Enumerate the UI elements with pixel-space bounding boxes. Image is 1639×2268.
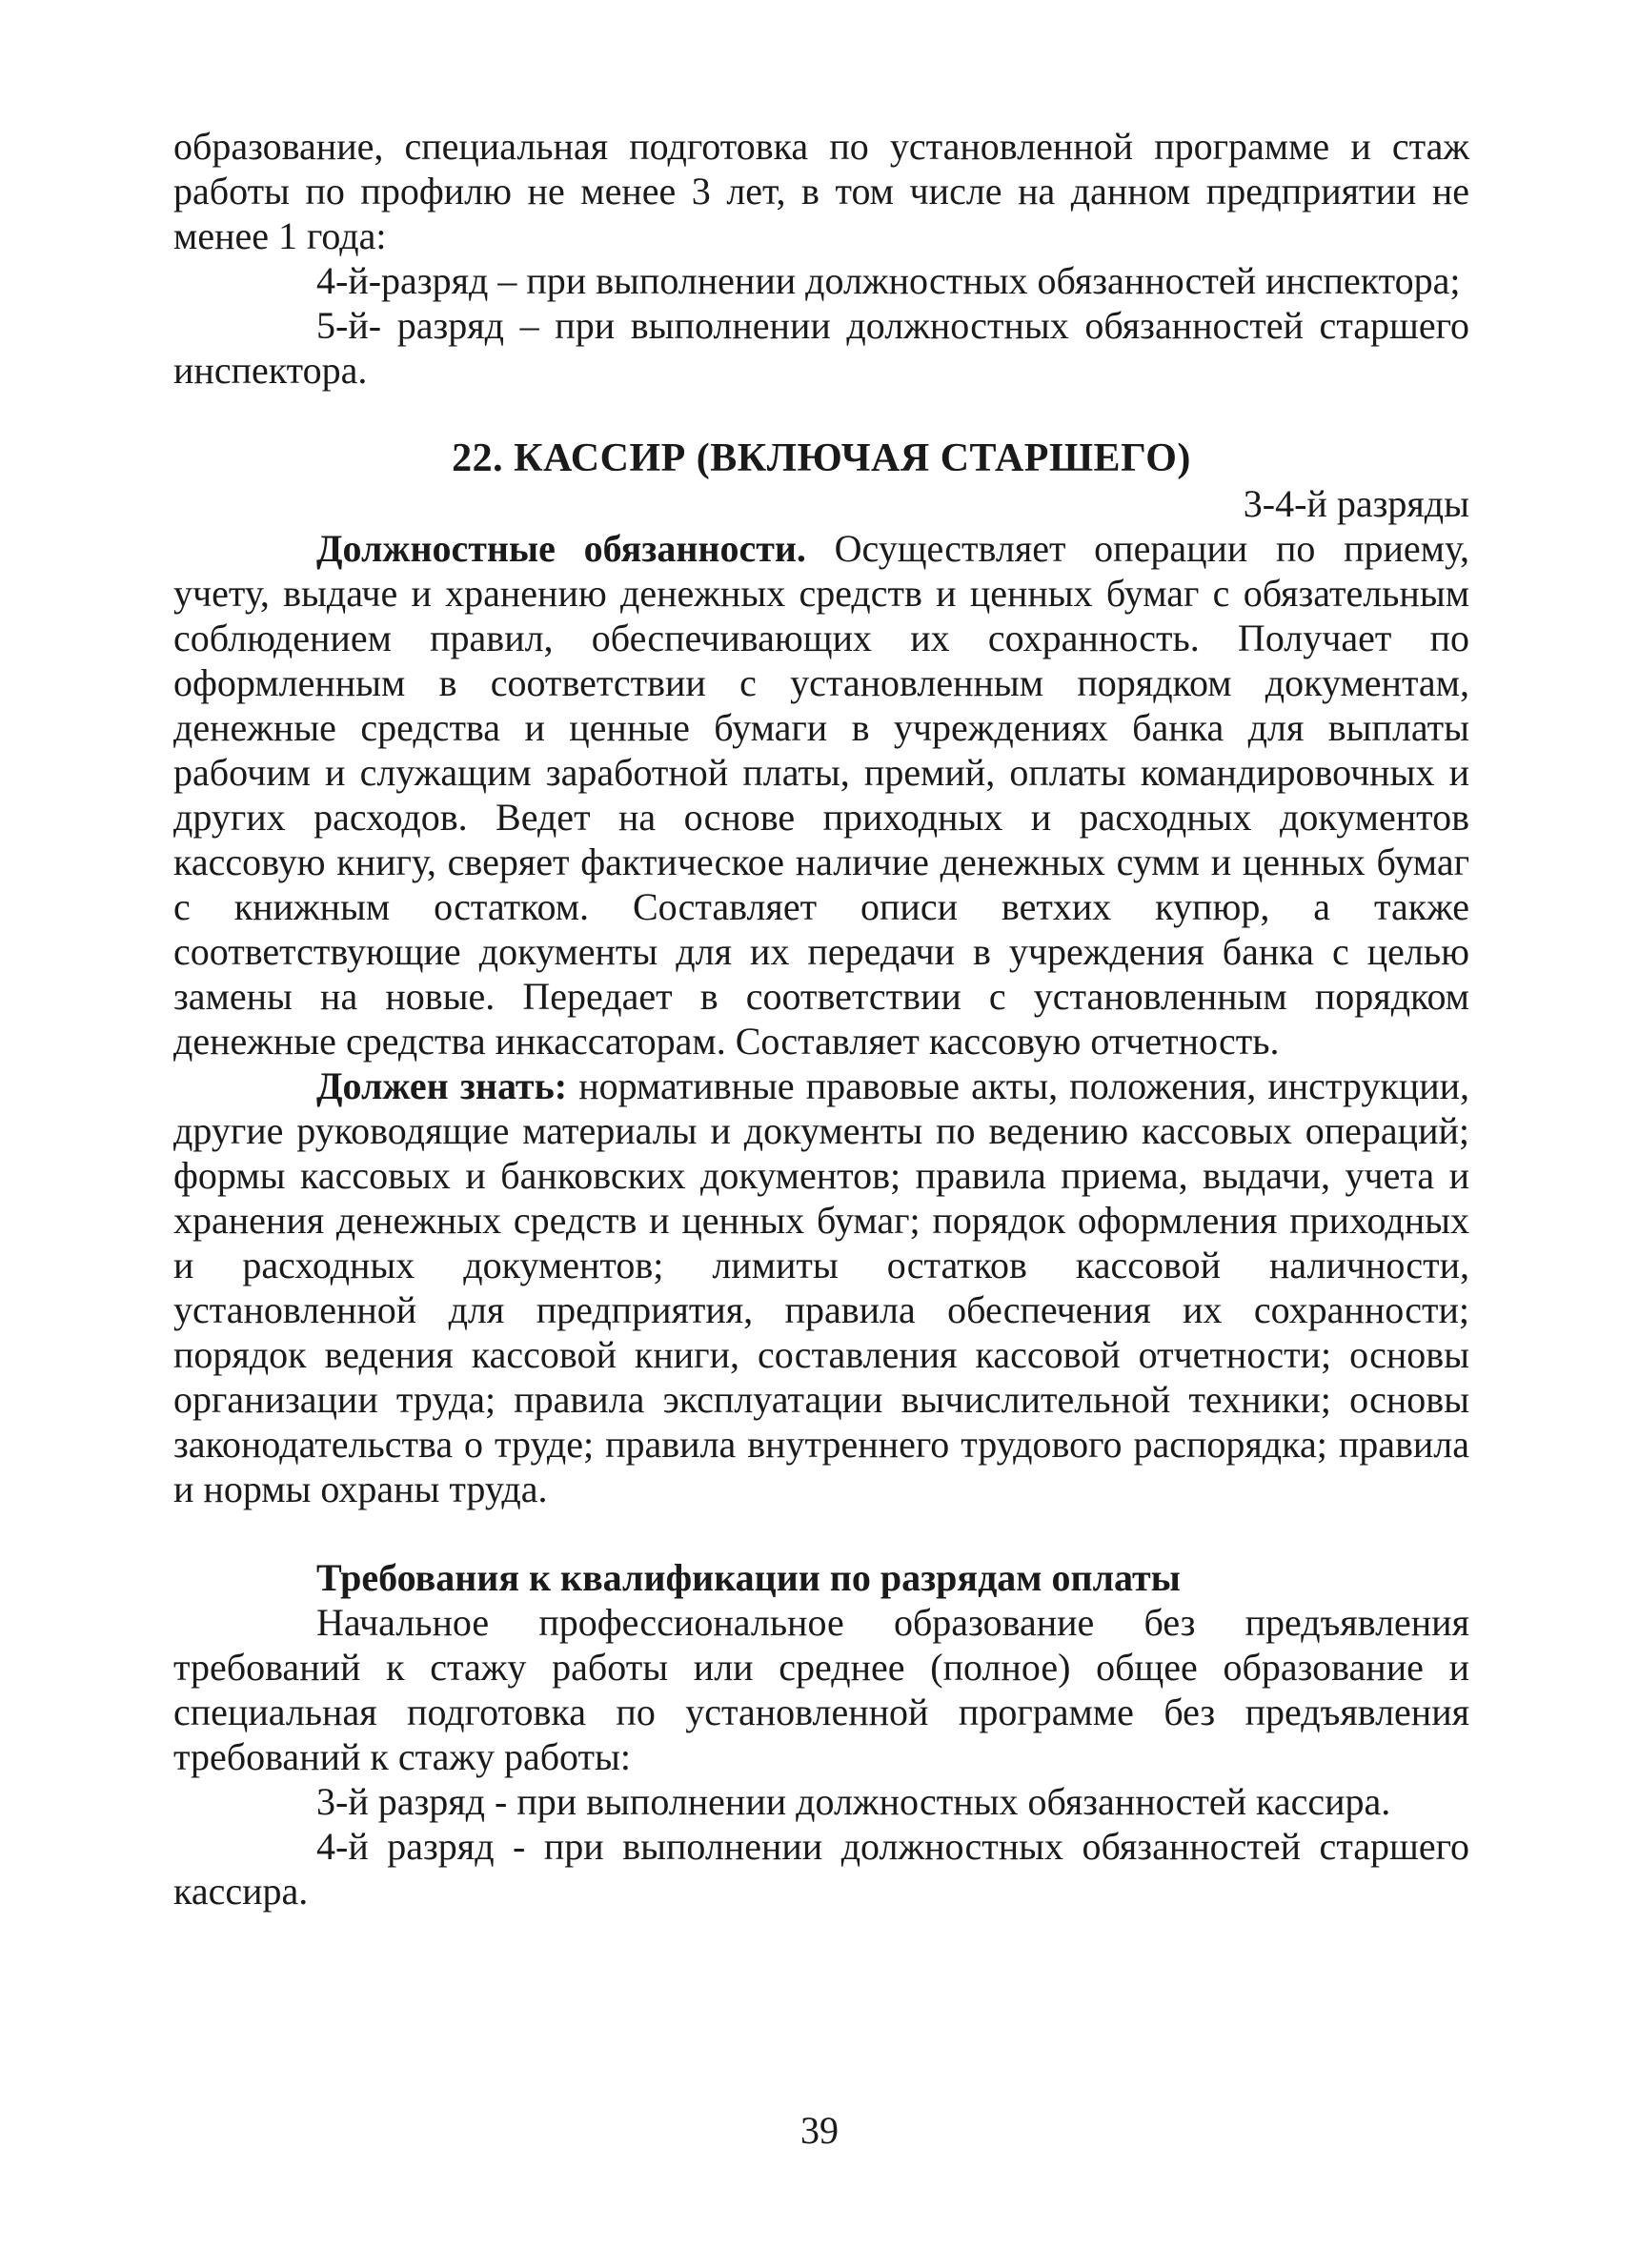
intro-grade-4: 4-й-разряд – при выполнении должностных обязанностей инспектора;	[316, 259, 1461, 302]
duties-paragraph	[173, 526, 1469, 1063]
page-number: 39	[800, 2109, 839, 2152]
intro-grade-5: 5-й- разряд – при выполнении должностных обязанностей старшего инспектора.	[173, 304, 1469, 392]
grade-4-text: 4-й разряд - при выполнении должностных обязанностей старшего кассира.	[173, 1825, 1469, 1913]
section-grades: 3-4-й разряды	[1243, 482, 1469, 525]
knowledge-text: нормативные правовые акты, положения, инструкции, другие руководящие материалы и документы по ведению кассовых операций; формы кассовых и банковских документов; правила приема, выдачи, учета и хранения денежных средств и ценных бумаг; порядок оформления приходных и расходных документов; лимиты остатков кассовой наличности, установленной для предприятия, правила обеспечения их сохранности; порядок ведения кассовой книги, составления кассовой отчетности; основы организации труда; правила эксплуатации вычислительной техники; основы законодательства о труде; правила внутреннего трудового распорядка; правила и нормы охраны труда.	[173, 1064, 1470, 1510]
duties-lead: Должностные обязанности.	[316, 527, 806, 570]
grade-3-text: 3-й разряд - при выполнении должностных обязанностей кассира.	[316, 1780, 1391, 1823]
duties-text: Осуществляет операции по приему, учету, выдаче и хранению денежных средств и ценных бумаг с обязательным соблюдением правил, обеспечивающих их сохранность. Получает по оформленным в соответствии с установленным порядком документам, денежные средства и ценные бумаги в учреждениях банка для выплаты рабочим и служащим заработной платы, премий, оплаты командировочных и других расходов. Ведет на основе приходных и расходных документов кассовую книгу, сверяет фактическое наличие денежных сумм и ценных бумаг с книжным остатком. Составляет описи ветхих купюр, а также соответствующие документы для их передачи в учреждения банка с целью замены на новые. Передает в соответствии с установленным порядком денежные средства инкассаторам. Составляет кассовую отчетность.	[173, 527, 1469, 1063]
knowledge-paragraph	[173, 1063, 1469, 1511]
section-title: 22. КАССИР (ВКЛЮЧАЯ СТАРШЕГО)	[452, 436, 1191, 480]
qualification-text: Начальное профессиональное образование без предъявления требований к стажу работы или среднее (полное) общее образование и специальная подготовка по установленной программе без предъявления требований к стажу работы:	[173, 1601, 1469, 1778]
intro-paragraph: образование, специальная подготовка по установленной программе и стаж работы по профилю не менее 3 лет, в том числе на данном предприятии не менее 1 года:	[173, 125, 1469, 257]
knowledge-lead: Должен знать:	[316, 1064, 568, 1107]
qualification-title: Требования к квалификации по разрядам оплаты	[316, 1556, 1181, 1599]
document-page	[173, 124, 1469, 1914]
